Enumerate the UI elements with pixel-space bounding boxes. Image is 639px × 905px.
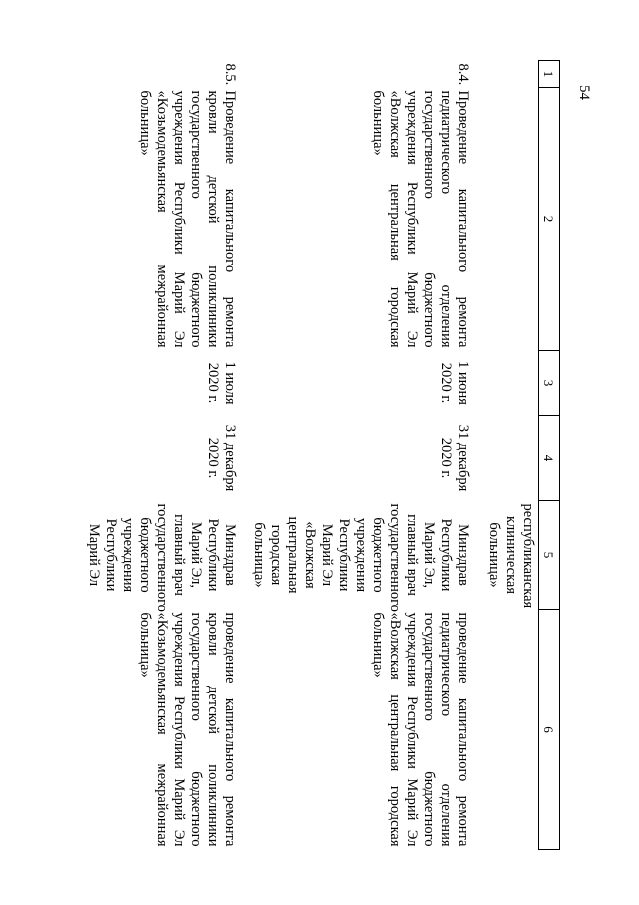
result-cell: проведение капитального ремонта педиатрического отделения государственного бюджетного учреждения Республики Марий Эл «Волжская центральная городская больница» xyxy=(370,612,471,847)
table-row xyxy=(244,61,477,850)
start-date-cell: 1 июня 2020 г. xyxy=(438,361,471,405)
event-cell: Проведение капитального ремонта кровли детской поликлиники государственного бюджетного учреждения Республики Марий Эл «Козьмодемьянская межрайонная больница» xyxy=(137,90,238,348)
end-date-cell: 31 декабря 2020 г. xyxy=(205,424,238,492)
col-header-2: 2 xyxy=(539,88,560,351)
column-number-row xyxy=(539,61,560,850)
page-number: 54 xyxy=(576,85,592,100)
event-cell: Проведение капитального ремонта педиатрического отделения государственного бюджетного учреждения Республики Марий Эл «Волжская центральная городская больница» xyxy=(370,90,471,348)
col-header-6: 6 xyxy=(539,610,560,850)
row-number: 8.4. xyxy=(455,63,471,86)
row-number: 8.5. xyxy=(222,63,238,86)
end-date-cell: 31 декабря 2020 г. xyxy=(438,424,471,492)
table-row xyxy=(79,61,244,850)
col-header-5: 5 xyxy=(539,501,560,610)
col-header-1: 1 xyxy=(539,61,560,88)
continuation-row xyxy=(477,61,539,850)
executor-cell: Минздрав Республики Марий Эл, главный врач государственного бюджетного учреждения Республики Марий Эл xyxy=(86,503,238,612)
col-header-4: 4 xyxy=(539,416,560,501)
executor-cell: Минздрав Республики Марий Эл, главный врач государственного бюджетного учреждения Республики Марий Эл «Волжская центральная городская больница» xyxy=(251,503,471,612)
result-cell: проведение капитального ремонта кровли детской поликлиники государственного бюджетного учреждения Республики Марий Эл «Козьмодемьянская межрайонная больница» xyxy=(137,612,238,847)
rotated-table-page xyxy=(86,60,560,850)
col-header-3: 3 xyxy=(539,351,560,416)
continued-executor-cell: республиканская клиническая больница» xyxy=(486,503,536,609)
start-date-cell: 1 июля 2020 г. xyxy=(205,361,238,405)
plan-table xyxy=(79,60,560,850)
